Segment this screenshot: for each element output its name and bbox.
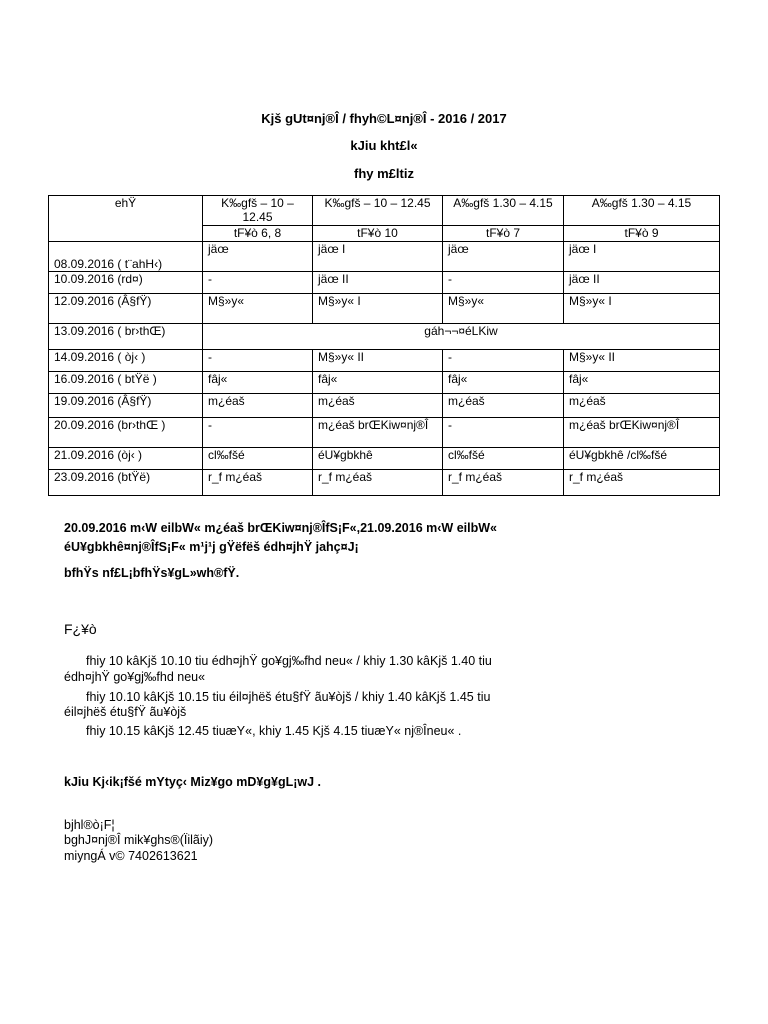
exam-subject: M§»y« I — [564, 294, 720, 324]
exam-subject: - — [203, 272, 313, 294]
session-time: K‰gfš – 10 – 12.45 — [313, 196, 443, 226]
exam-date: 16.09.2016 ( btŸë ) — [49, 372, 203, 394]
table-row — [49, 294, 720, 324]
timing-note-2-cont: éil¤jhëš étu§fŸ ãu¥òjš — [64, 705, 187, 719]
notes-label: F¿¥ò — [64, 621, 97, 637]
practical-exam-note-line2: éU¥gbkhê¤nj®ÎfS¡F« m¹j¹j gŸëfëš édh¤jhŸ jahç¤J¡ — [64, 540, 359, 554]
exam-subject: m¿éaš — [203, 394, 313, 418]
exam-subject: jäœ I — [564, 242, 720, 272]
exam-subject: r_f m¿éaš — [203, 470, 313, 496]
exam-date: 20.09.2016 (br›thŒ ) — [49, 418, 203, 448]
district-title: kJiu kht£l« — [350, 138, 418, 153]
exam-subject: - — [443, 272, 564, 294]
exam-subject: - — [443, 418, 564, 448]
exam-subject: m¿éaš brŒKiw¤nj®Î — [564, 418, 720, 448]
exam-subject: fâj« — [443, 372, 564, 394]
table-row — [49, 272, 720, 294]
class-header: tF¥ò 6, 8 — [203, 226, 313, 242]
timing-note-1: fhiy 10 kâKjš 10.10 tiu édh¤jhŸ go¥gj‰fhd neu« / khiy 1.30 kâKjš 1.40 tiu — [86, 654, 492, 668]
class-header: tF¥ò 10 — [313, 226, 443, 242]
session-time: A‰gfš 1.30 – 4.15 — [564, 196, 720, 226]
exam-subject: m¿éaš — [313, 394, 443, 418]
timing-note-1-cont: édh¤jhŸ go¥gj‰fhd neu« — [64, 670, 206, 684]
document-title: Kjš gUt¤nj®Î / fhyh©L¤nj®Î - 2016 / 2017 — [261, 111, 507, 126]
date-header: ehŸ — [49, 196, 203, 242]
exam-date: 13.09.2016 ( br›thŒ) — [49, 324, 203, 350]
session-time: A‰gfš 1.30 – 4.15 — [443, 196, 564, 226]
table-row — [49, 324, 720, 350]
phone-number: miyngÁ v© 7402613621 — [64, 849, 198, 863]
exam-subject: cl‰fšé — [203, 448, 313, 470]
holiday-cell: gáh¬¬¤éLKiw — [203, 324, 720, 350]
class-header: tF¥ò 9 — [564, 226, 720, 242]
exam-subject: fâj« — [313, 372, 443, 394]
exam-subject: - — [203, 418, 313, 448]
exam-subject: r_f m¿éaš — [443, 470, 564, 496]
table-row — [49, 394, 720, 418]
exam-subject: - — [203, 350, 313, 372]
exam-subject: M§»y« II — [564, 350, 720, 372]
exam-subject: M§»y« — [203, 294, 313, 324]
table-row — [49, 242, 720, 272]
table-row — [49, 470, 720, 496]
practical-exam-note-line1: 20.09.2016 m‹W eilbW« m¿éaš brŒKiw¤nj®ÎfS¡F«,21.09.2016 m‹W eilbW« — [64, 521, 497, 535]
exam-subject: - — [443, 350, 564, 372]
timing-note-3: fhiy 10.15 kâKjš 12.45 tiuæY«, khiy 1.45 Kjš 4.15 tiuæY« nj®Îneu« . — [86, 724, 462, 738]
table-row — [49, 350, 720, 372]
exam-subject: m¿éaš brŒKiw¤nj®Î — [313, 418, 443, 448]
exam-date: 19.09.2016 (Â§fŸ) — [49, 394, 203, 418]
exam-subject: jäœ II — [313, 272, 443, 294]
authority-note: kJiu Kj‹ik¡fšé mYtyç‹ Miz¥go mD¥g¥gL¡wJ . — [64, 775, 321, 789]
exam-subject: r_f m¿éaš — [564, 470, 720, 496]
exam-subject: jäœ — [443, 242, 564, 272]
table-row — [49, 372, 720, 394]
contact-label: bjhl®ò¡F¦ — [64, 818, 115, 832]
table-row — [49, 448, 720, 470]
timing-note-2: fhiy 10.10 kâKjš 10.15 tiu éil¤jhëš étu§fŸ ãu¥òjš / khiy 1.40 kâKjš 1.45 tiu — [86, 690, 491, 704]
exam-date: 12.09.2016 (Â§fŸ) — [49, 294, 203, 324]
class-header: tF¥ò 7 — [443, 226, 564, 242]
exam-subject: M§»y« — [443, 294, 564, 324]
exam-subject: m¿éaš — [443, 394, 564, 418]
exam-subject: m¿éaš — [564, 394, 720, 418]
exam-subject: jäœ II — [564, 272, 720, 294]
session-time-row — [49, 196, 720, 226]
signatory: bghJ¤nj®Î mik¥ghs®(Ïilãiy) — [64, 833, 214, 847]
exam-subject: M§»y« I — [313, 294, 443, 324]
timetable-title: fhy m£ltiz — [354, 166, 414, 181]
exam-date: 21.09.2016 (òj‹ ) — [49, 448, 203, 470]
exam-date: 08.09.2016 ( t¨ahH‹) — [49, 242, 203, 272]
exam-subject: cl‰fšé — [443, 448, 564, 470]
exam-subject: éU¥gbkhê — [313, 448, 443, 470]
exam-timetable — [48, 195, 720, 496]
instruction-note: bfhŸs nf£L¡bfhŸs¥gL»wh®fŸ. — [64, 566, 240, 580]
exam-subject: éU¥gbkhê /cl‰fšé — [564, 448, 720, 470]
exam-subject: r_f m¿éaš — [313, 470, 443, 496]
table-row — [49, 418, 720, 448]
exam-date: 10.09.2016 (rd¤) — [49, 272, 203, 294]
exam-subject: fâj« — [203, 372, 313, 394]
exam-subject: jäœ — [203, 242, 313, 272]
exam-subject: fâj« — [564, 372, 720, 394]
exam-date: 23.09.2016 (btŸë) — [49, 470, 203, 496]
exam-subject: jäœ I — [313, 242, 443, 272]
session-time: K‰gfš – 10 – 12.45 — [203, 196, 313, 226]
exam-date: 14.09.2016 ( òj‹ ) — [49, 350, 203, 372]
exam-subject: M§»y« II — [313, 350, 443, 372]
